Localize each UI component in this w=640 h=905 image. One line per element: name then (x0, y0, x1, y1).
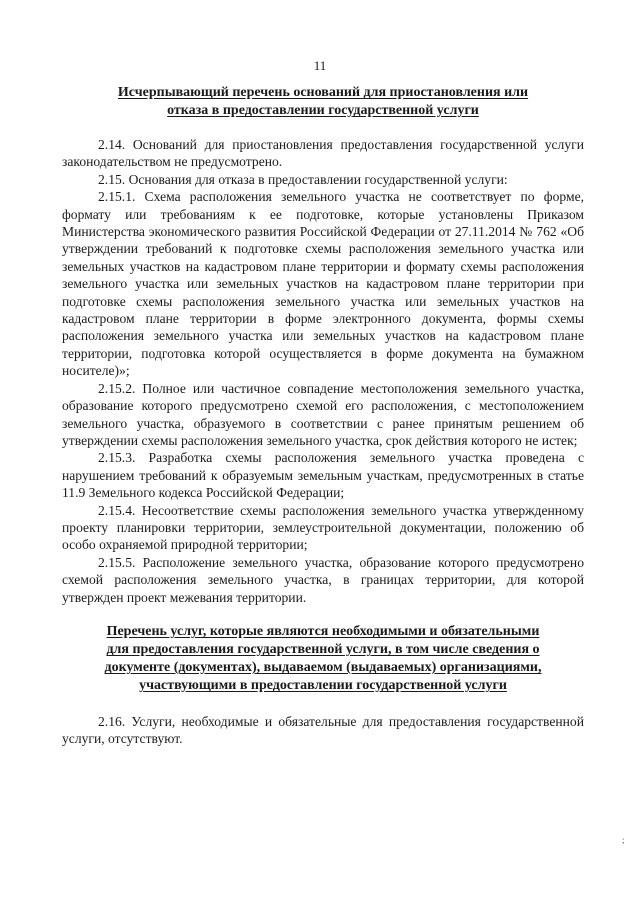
paragraph-2-15: 2.15. Основания для отказа в предоставлении государственной услуги: (98, 171, 508, 187)
page-number: 11 (313, 58, 327, 73)
heading-line: отказа в предоставлении государственной услуги (167, 103, 479, 118)
paragraph-2-15-1: 2.15.1. Схема расположения земельного участка не соответствует по форме, формату или требованиям к ее подготовке, которые установлены Приказом Министерства экономического развития Российской Федерации от 27.11.2014 № 762 «Об утверждении требований к подготовке схемы расположения земельного участка или земельных участков на кадастровом плане территории и формату схемы расположения земельного участка или земельных участков на кадастровом плане территории при подготовке схемы расположения земельного участка или земельных участков на кадастровом плане территории в форме электронного документа, формы схемы расположения земельного участка или земельных участков на кадастровом плане территории, подготовка которой осуществляется в форме документа на бумажном носителе)»; (62, 189, 584, 379)
heading-line: Исчерпывающий перечень оснований для приостановления или (117, 85, 529, 100)
paragraph-2-15-5: 2.15.5. Расположение земельного участка, образование которого предусмотрено схемой расположения земельного участка, в границах территории, для которой утвержден проект межевания территории. (62, 554, 584, 605)
section-heading-suspension-refusal (62, 84, 584, 120)
paragraph-2-15-4: 2.15.4. Несоответствие схемы расположения земельного участка утвержденному проекту планировки территории, землеустроительной документации, положению об особо охраняемой природной территории; (62, 502, 584, 553)
heading-line: документе (документах), выдаваемом (выдаваемых) организациями, (104, 659, 542, 675)
scan-artifact-mark: ; (622, 835, 625, 845)
paragraph-2-15-2: 2.15.2. Полное или частичное совпадение местоположения земельного участка, образование которого предусмотрено схемой его расположения, с местоположением земельного участка, образуемого в соответствии с ранее принятым решением об утверждении схемы расположения земельного участка, срок действия которого не истек; (62, 380, 584, 448)
paragraph-2-14: 2.14. Оснований для приостановления предоставления государственной услуги законодательством не предусмотрено. (62, 137, 584, 170)
section-heading-required-services (62, 623, 584, 695)
heading-line: участвующими в предоставлении государственной услуги (139, 677, 507, 693)
heading-line: Перечень услуг, которые являются необходимыми и обязательными (106, 623, 540, 639)
heading-line: для предоставления государственной услуги, в том числе сведения о (106, 641, 540, 657)
paragraph-2-15-3: 2.15.3. Разработка схемы расположения земельного участка проведена с нарушением требований к образуемым земельным участкам, предусмотренных в статье 11.9 Земельного кодекса Российской Федерации; (62, 450, 584, 501)
document-content (62, 84, 584, 748)
paragraph-2-16: 2.16. Услуги, необходимые и обязательные для предоставления государственной услуги, отсутствуют. (62, 713, 584, 747)
